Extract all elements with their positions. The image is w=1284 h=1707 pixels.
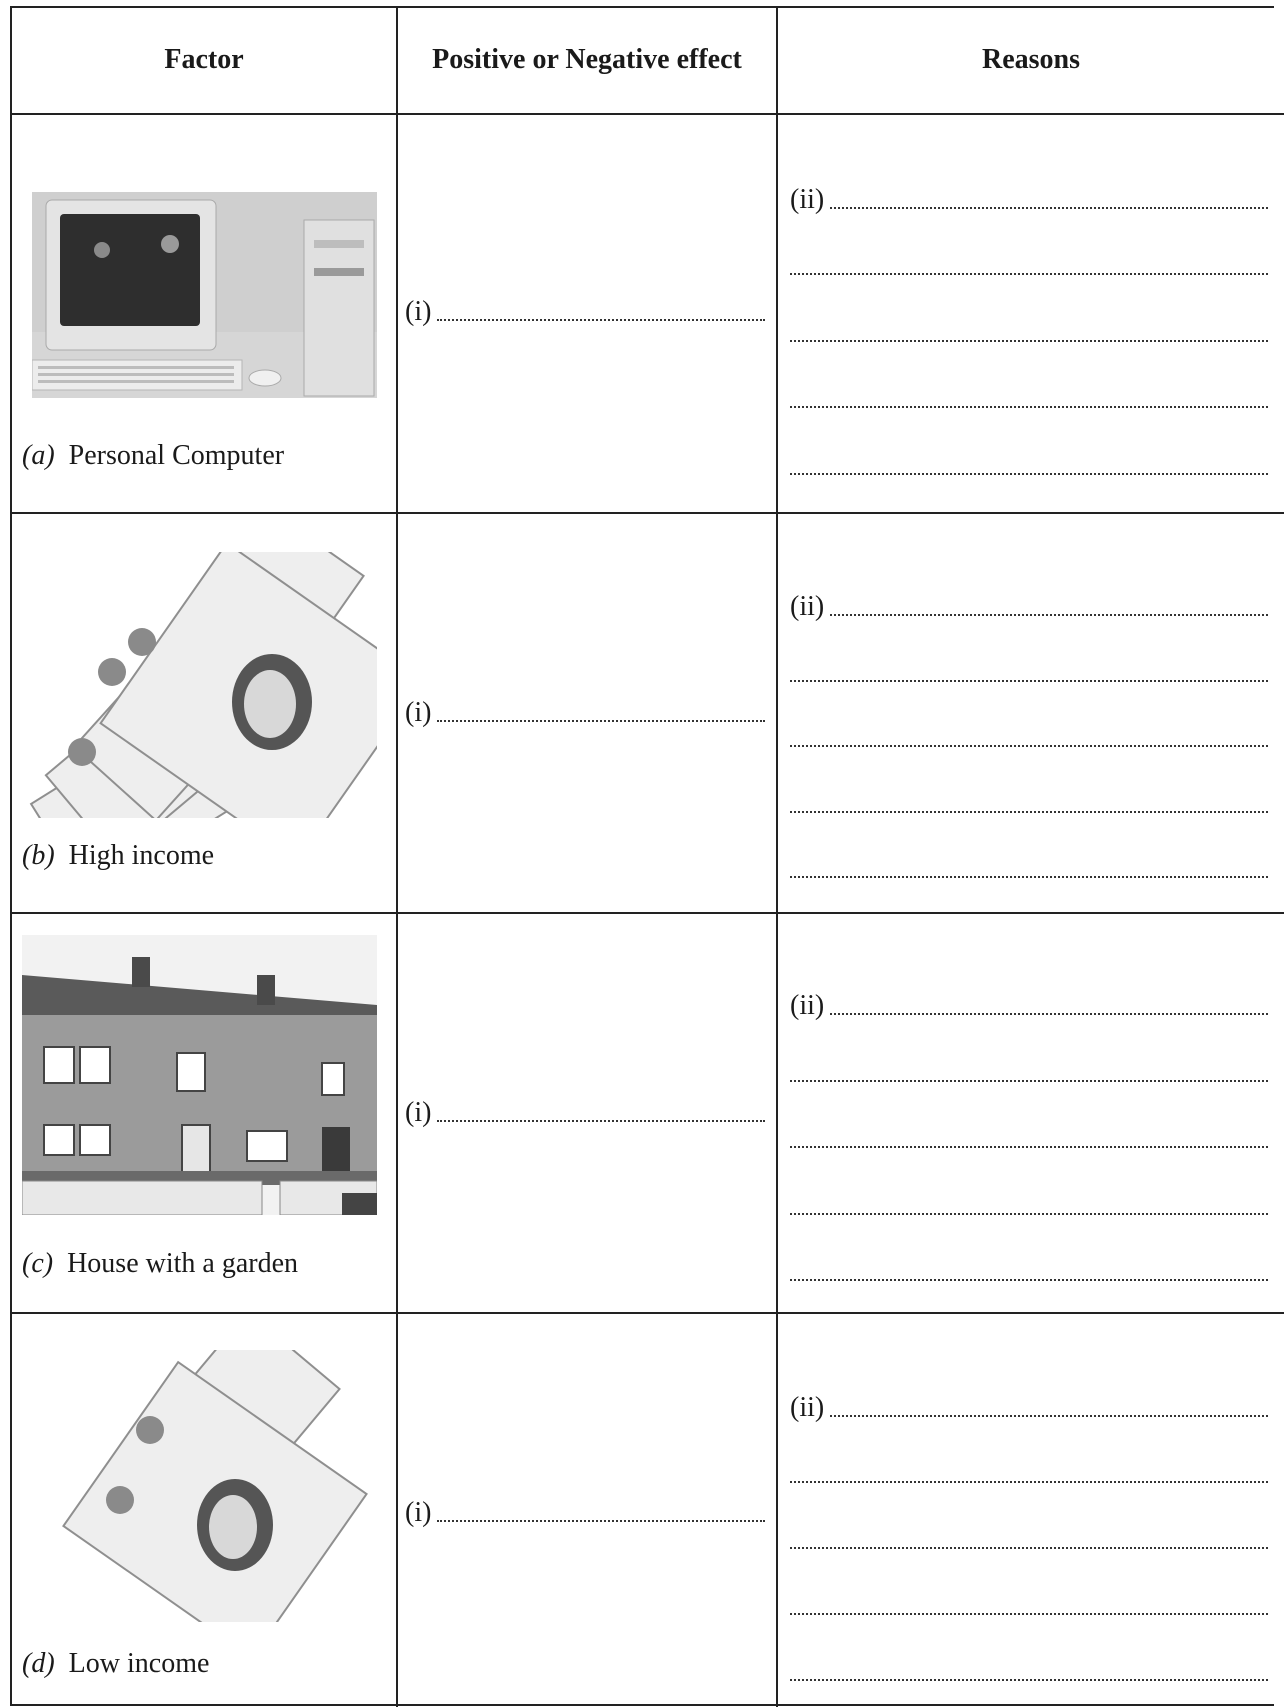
column-divider [396,6,398,1707]
header-reasons: Reasons [981,44,1080,75]
reason-dotted-line[interactable] [830,613,1268,616]
reason-dotted-line[interactable] [790,875,1268,878]
factor-name: House with a garden [67,1248,299,1279]
terraced-house-photo [22,935,377,1215]
reason-line-c-2[interactable] [790,1057,1268,1089]
row-divider [10,912,1284,914]
answer-label: (i) [405,697,432,728]
answer-dotted-line[interactable] [437,719,765,722]
factor-letter: (b) [22,840,55,871]
row-divider [10,512,1284,514]
reason-dotted-line[interactable] [790,1079,1268,1082]
reason-dotted-line[interactable] [790,744,1268,747]
factor-name: High income [68,840,215,871]
reason-line-d-5[interactable] [790,1656,1268,1688]
factor-label-b [22,840,214,872]
reason-line-b-5[interactable] [790,853,1268,885]
reason-label: (ii) [790,184,825,215]
reason-dotted-line[interactable] [790,272,1268,275]
reason-line-c-3[interactable] [790,1123,1268,1155]
reason-line-a-3[interactable] [790,317,1268,349]
answer-label: (i) [405,1097,432,1128]
reason-line-d-3[interactable] [790,1524,1268,1556]
factor-label-a [22,440,284,472]
header-factor: Factor [164,44,244,75]
reason-dotted-line[interactable] [790,1480,1268,1483]
reason-line-d-2[interactable] [790,1458,1268,1490]
reason-dotted-line[interactable] [830,206,1268,209]
effect-answer-line-b[interactable] [405,697,765,729]
reason-line-c-5[interactable] [790,1256,1268,1288]
reason-line-d-4[interactable] [790,1590,1268,1622]
reason-dotted-line[interactable] [830,1414,1268,1417]
factor-name: Low income [68,1648,210,1679]
reason-line-b-3[interactable] [790,722,1268,754]
effect-answer-line-c[interactable] [405,1097,765,1129]
reason-line-a-4[interactable] [790,383,1268,415]
factor-label-d [22,1648,209,1680]
banknotes-pair-photo [40,1350,370,1622]
factor-label-c [22,1248,298,1280]
reason-label: (ii) [790,591,825,622]
banknotes-fan-photo [22,552,377,818]
reason-line-a-2[interactable] [790,250,1268,282]
reason-dotted-line[interactable] [790,339,1268,342]
factor-letter: (d) [22,1648,55,1679]
reason-line-b-1[interactable] [790,591,1268,623]
reason-dotted-line[interactable] [790,679,1268,682]
answer-dotted-line[interactable] [437,1119,765,1122]
effect-answer-line-d[interactable] [405,1497,765,1529]
personal-computer-photo [32,192,377,398]
reason-dotted-line[interactable] [790,1546,1268,1549]
reason-line-b-2[interactable] [790,657,1268,689]
reason-line-c-1[interactable] [790,990,1268,1022]
column-divider [776,6,778,1707]
reason-line-a-1[interactable] [790,184,1268,216]
factor-letter: (a) [22,440,55,471]
factor-letter: (c) [22,1248,54,1279]
reason-dotted-line[interactable] [830,1012,1268,1015]
reason-dotted-line[interactable] [790,1612,1268,1615]
reason-dotted-line[interactable] [790,1145,1268,1148]
reason-dotted-line[interactable] [790,810,1268,813]
reason-dotted-line[interactable] [790,472,1268,475]
reason-line-d-1[interactable] [790,1392,1268,1424]
reason-dotted-line[interactable] [790,1278,1268,1281]
reason-line-a-5[interactable] [790,450,1268,482]
reason-dotted-line[interactable] [790,1678,1268,1681]
answer-label: (i) [405,296,432,327]
reason-line-c-4[interactable] [790,1190,1268,1222]
header-effect: Positive or Negative effect [432,44,742,75]
answer-label: (i) [405,1497,432,1528]
row-divider [10,1312,1284,1314]
answer-dotted-line[interactable] [437,1519,765,1522]
reason-dotted-line[interactable] [790,1212,1268,1215]
answer-dotted-line[interactable] [437,318,765,321]
effect-answer-line-a[interactable] [405,296,765,328]
reason-line-b-4[interactable] [790,788,1268,820]
factor-name: Personal Computer [68,440,285,471]
reason-dotted-line[interactable] [790,405,1268,408]
reason-label: (ii) [790,1392,825,1423]
reason-label: (ii) [790,990,825,1021]
